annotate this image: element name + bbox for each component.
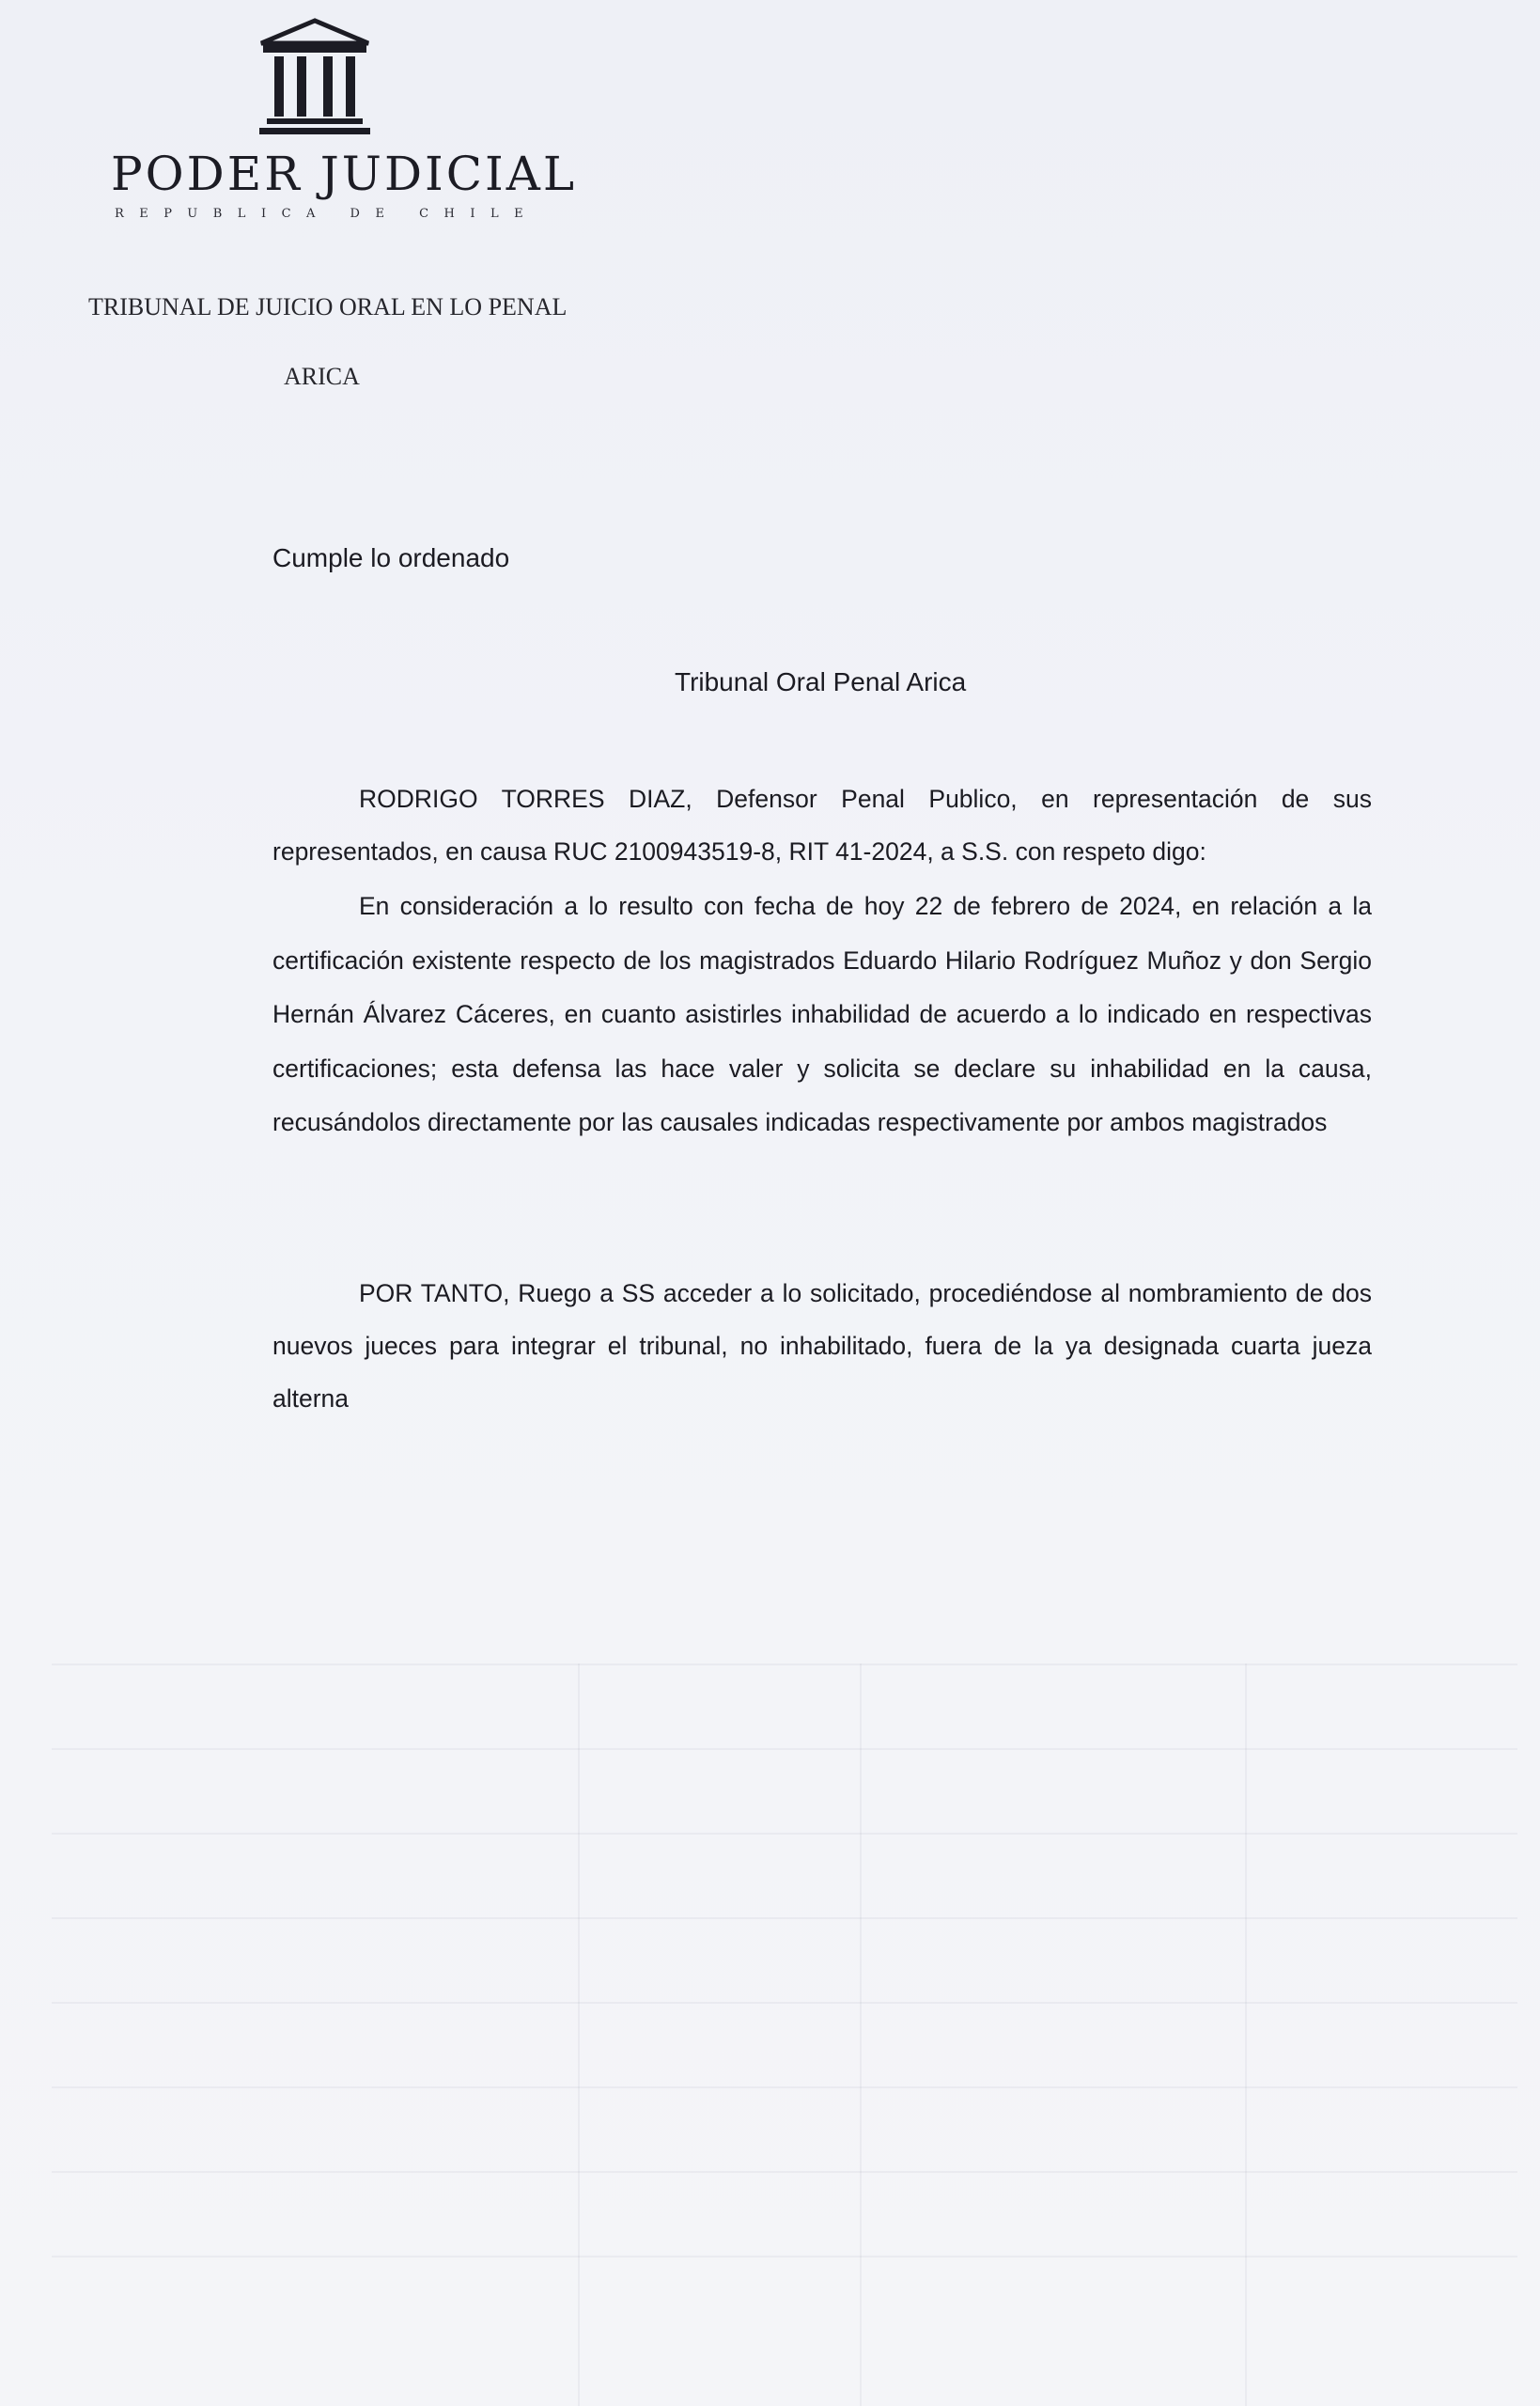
logo-subtitle: REPUBLICA DE CHILE — [115, 207, 539, 221]
paragraph-introduction — [272, 773, 1372, 878]
logo-title: PODER JUDICIAL — [111, 147, 578, 201]
courthouse-icon — [254, 17, 376, 139]
paragraph-text: En consideración a lo resulto con fecha de hoy 22 de febrero de 2024, en relación a la certificación existente respecto de los magistrados Eduardo Hilario Rodríguez Muñoz y don Sergio Hernán Álvarez Cáceres, en cuanto asistirles inhabilidad de acuerdo a lo indicado en respectivas certificaciones; esta defensa las hace valer y solicita se declare su inhabilidad en la causa, recusándolos directamente por las causales indicadas respectivamente por ambos magistrados — [272, 892, 1372, 1136]
court-city: ARICA — [284, 363, 360, 390]
poder-judicial-logo — [103, 17, 578, 233]
court-name: TRIBUNAL DE JUICIO ORAL EN LO PENAL — [88, 293, 568, 320]
paragraph-conclusion — [272, 1267, 1372, 1425]
paragraph-text: RODRIGO TORRES DIAZ, Defensor Penal Publico, en representación de sus representados, en causa RUC 2100943519-8, RIT 41-2024, a S.S. con respeto digo: — [272, 785, 1372, 866]
paragraph-text: POR TANTO, Ruego a SS acceder a lo solicitado, procediéndose al nombramiento de dos nuevos jueces para integrar el tribunal, no inhabilitado, fuera de la ya designada cuarta jueza alterna — [272, 1279, 1372, 1413]
addressee: Tribunal Oral Penal Arica — [675, 667, 967, 696]
paragraph-request — [272, 880, 1372, 1150]
petition-title: Cumple lo ordenado — [272, 543, 510, 572]
bleed-through-table — [52, 1664, 1517, 2406]
